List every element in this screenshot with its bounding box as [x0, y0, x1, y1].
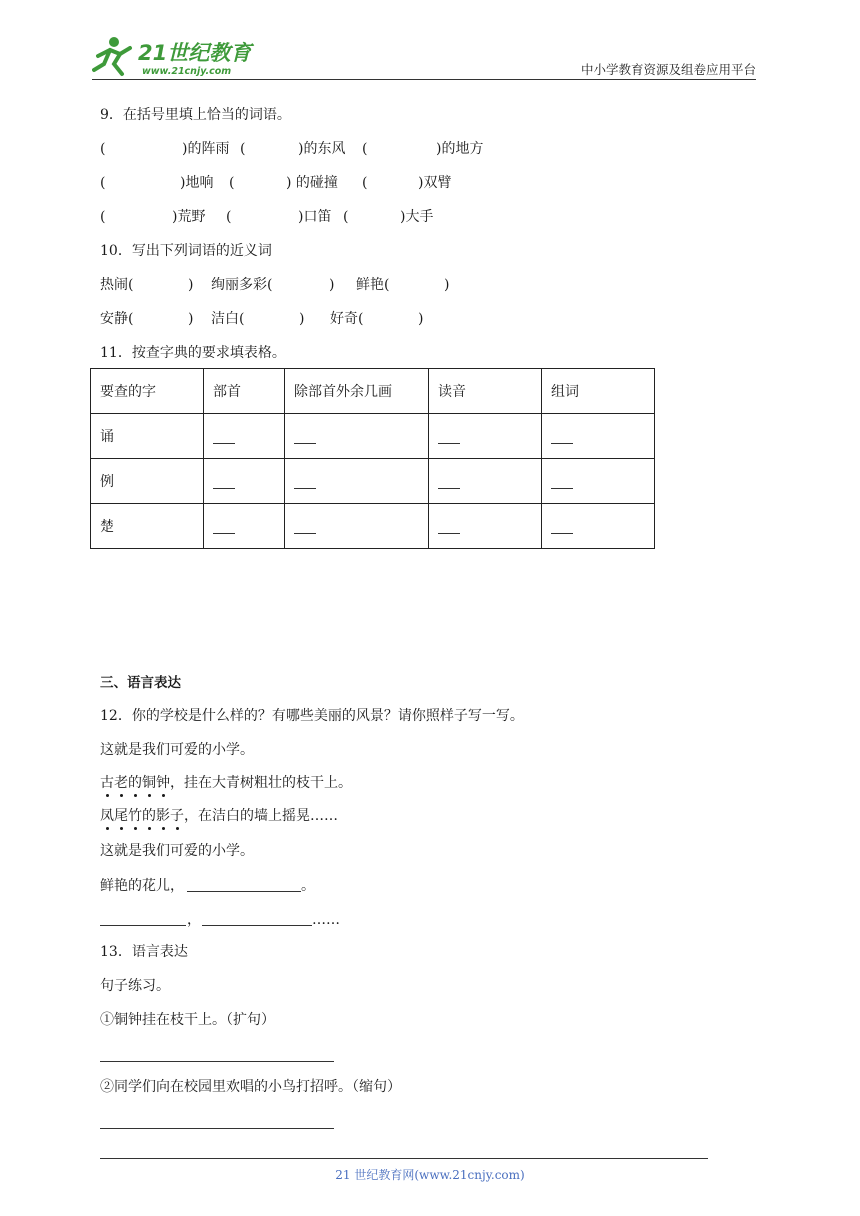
q12-line-2: 古老的铜钟，挂在大青树粗壮的枝干上。	[100, 775, 352, 791]
q13-item-2: ②同学们向在校园里欢唱的小鸟打招呼。（缩句）	[100, 1079, 401, 1095]
answer-blank[interactable]	[285, 414, 429, 459]
table-header-cell: 读音	[429, 369, 542, 414]
section-heading: 三、语言表达	[100, 675, 181, 691]
answer-line[interactable]	[202, 925, 312, 926]
q12-line-6-sep: ，	[187, 912, 201, 928]
table-header-cell: 部首	[204, 369, 285, 414]
site-logo	[92, 34, 260, 78]
q12-line-5-suffix: 。	[301, 878, 315, 894]
answer-blank[interactable]	[429, 459, 542, 504]
answer-blank[interactable]	[429, 414, 542, 459]
header-platform-text: 中小学教育资源及组卷应用平台	[580, 62, 756, 77]
answer-blank[interactable]	[204, 414, 285, 459]
answer-blank[interactable]	[285, 504, 429, 549]
q13-item-1: ①铜钟挂在枝干上。（扩句）	[100, 1012, 275, 1028]
table-char-cell: 例	[91, 459, 204, 504]
answer-blank[interactable]	[204, 504, 285, 549]
runner-icon	[94, 37, 130, 74]
q9-title: 9．在括号里填上恰当的词语。	[100, 107, 291, 123]
answer-blank[interactable]	[542, 504, 655, 549]
header-divider	[92, 79, 756, 80]
dictionary-table	[90, 368, 655, 549]
q12-line-3: 凤尾竹的影子，在洁白的墙上摇晃……	[100, 808, 338, 824]
answer-line[interactable]	[100, 1128, 334, 1129]
answer-blank[interactable]	[204, 459, 285, 504]
q13-title: 13．语言表达	[100, 944, 188, 960]
logo-url: www.21cnjy.com	[142, 66, 232, 77]
table-char-cell: 楚	[91, 504, 204, 549]
table-row	[91, 459, 655, 504]
logo-text: 21世纪教育	[138, 41, 252, 65]
table-header-cell: 组词	[542, 369, 655, 414]
q10-title: 10．写出下列词语的近义词	[100, 243, 272, 259]
answer-blank[interactable]	[542, 459, 655, 504]
table-char-cell: 诵	[91, 414, 204, 459]
table-row	[91, 414, 655, 459]
answer-blank[interactable]	[542, 414, 655, 459]
footer-link[interactable]: 21 世纪教育网(www.21cnjy.com)	[335, 1168, 525, 1182]
q12-line-5-prefix: 鲜艳的花儿，	[100, 878, 184, 894]
answer-line[interactable]	[100, 1061, 334, 1062]
answer-blank[interactable]	[285, 459, 429, 504]
table-header-row	[91, 369, 655, 414]
q12-line-4: 这就是我们可爱的小学。	[100, 843, 254, 859]
q11-title: 11．按查字典的要求填表格。	[100, 345, 286, 361]
q12-line-6-end: ……	[312, 912, 340, 928]
q12-line-1: 这就是我们可爱的小学。	[100, 742, 254, 758]
table-row	[91, 504, 655, 549]
answer-line[interactable]	[100, 925, 186, 926]
answer-line[interactable]	[187, 891, 301, 892]
table-header-cell: 除部首外余几画	[285, 369, 429, 414]
q12-title: 12．你的学校是什么样的？有哪些美丽的风景？请你照样子写一写。	[100, 708, 524, 724]
footer-divider	[100, 1158, 708, 1159]
answer-blank[interactable]	[429, 504, 542, 549]
q13-subtitle: 句子练习。	[100, 978, 170, 994]
table-header-cell: 要查的字	[91, 369, 204, 414]
